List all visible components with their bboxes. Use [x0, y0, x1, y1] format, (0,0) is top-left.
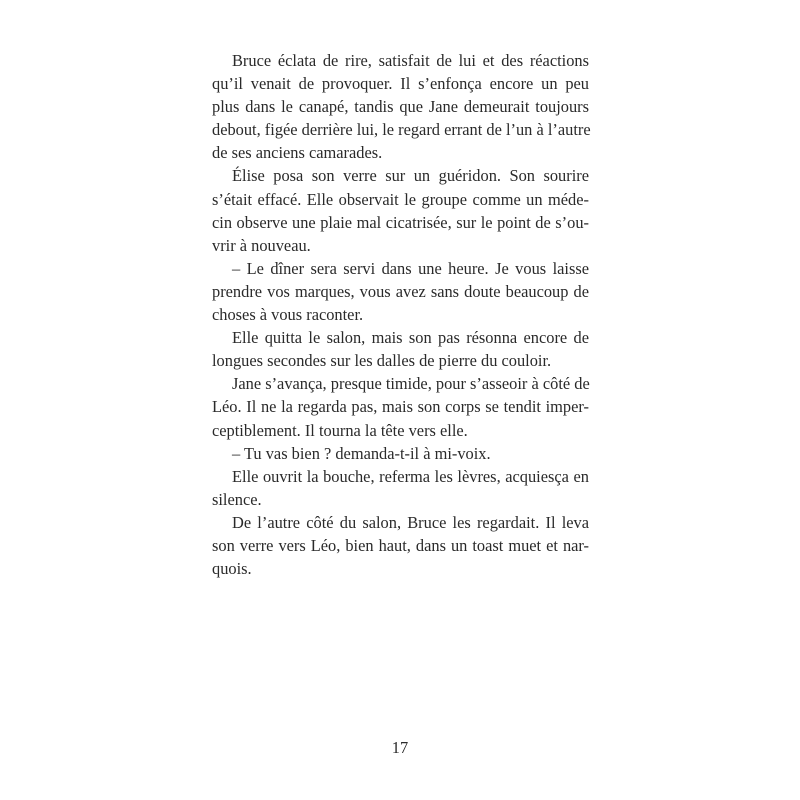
paragraph	[212, 164, 589, 256]
text-line: Elle quitta le salon, mais son pas résonna encore de	[232, 328, 589, 348]
text-line: Léo. Il ne la regarda pas, mais son corps se tendit imper-	[212, 397, 589, 417]
body-text	[212, 49, 589, 580]
text-line: vrir à nouveau.	[212, 235, 311, 255]
text-line: debout, figée derrière lui, le regard errant de l’un à l’autre	[212, 120, 591, 140]
text-line: De l’autre côté du salon, Bruce les regardait. Il leva	[232, 512, 589, 532]
text-line: quois.	[212, 559, 252, 579]
text-line: longues secondes sur les dalles de pierre du couloir.	[212, 351, 552, 371]
text-line: qu’il venait de provoquer. Il s’enfonça encore un peu	[212, 74, 589, 94]
paragraph	[212, 326, 589, 372]
text-line: cin observe une plaie mal cicatrisée, sur le point de s’ou-	[212, 212, 589, 232]
text-line: ceptiblement. Il tourna la tête vers elle.	[212, 420, 468, 440]
text-line: choses à vous raconter.	[212, 305, 364, 325]
paragraph	[212, 257, 589, 326]
text-line: Bruce éclata de rire, satisfait de lui et des réactions	[232, 51, 589, 70]
text-line: de ses anciens camarades.	[212, 143, 383, 163]
text-line: – Le dîner sera servi dans une heure. Je vous laisse	[232, 258, 589, 278]
text-line: Jane s’avança, presque timide, pour s’asseoir à côté de	[232, 374, 590, 394]
text-line: – Tu vas bien ? demanda-t-il à mi-voix.	[232, 443, 491, 463]
paragraph	[212, 465, 589, 511]
text-line: s’était effacé. Elle observait le groupe comme un méde-	[212, 189, 589, 209]
paragraph	[212, 372, 589, 441]
page-number: 17	[391, 738, 409, 757]
text-line: son verre vers Léo, bien haut, dans un toast muet et nar-	[212, 535, 589, 555]
paragraph	[212, 511, 589, 580]
paragraph	[212, 442, 589, 465]
text-line: Élise posa son verre sur un guéridon. Son sourire	[232, 166, 589, 186]
paragraph	[212, 49, 589, 164]
text-line: plus dans le canapé, tandis que Jane demeurait toujours	[212, 97, 589, 117]
text-line: silence.	[212, 489, 262, 509]
text-line: Elle ouvrit la bouche, referma les lèvres, acquiesça en	[232, 466, 589, 486]
text-line: prendre vos marques, vous avez sans doute beaucoup de	[212, 281, 589, 301]
